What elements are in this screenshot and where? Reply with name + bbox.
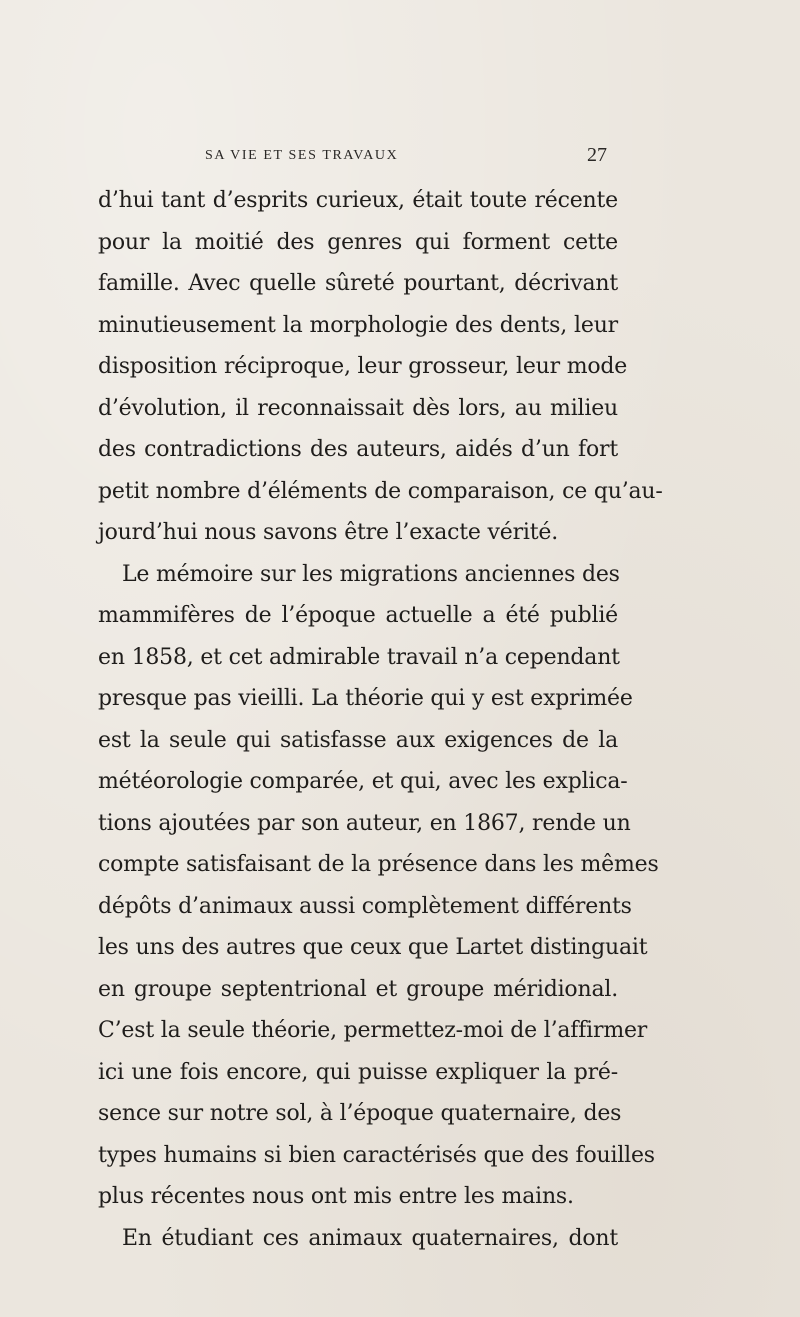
running-head: SA VIE ET SES TRAVAUX [205,148,399,163]
text-line: est la seule qui satisfasse aux exigences de la [98,727,618,753]
text-line: tions ajoutées par son auteur, en 1867, rende un [98,810,631,836]
page-number: 27 [587,144,607,166]
text-line: dépôts d’animaux aussi complètement différents [98,893,632,919]
text-line: jourd’hui nous savons être l’exacte vérité. [98,520,558,545]
text-line: météorologie comparée, et qui, avec les explica- [98,769,628,794]
text-line: famille. Avec quelle sûreté pourtant, décrivant [98,271,618,296]
text-line: En étudiant ces animaux quaternaires, dont [122,1225,618,1251]
text-line: Le mémoire sur les migrations anciennes des [122,561,620,587]
text-line: petit nombre d’éléments de comparaison, ce qu’au- [98,478,663,504]
text-line: presque pas vieilli. La théorie qui y est exprimée [98,686,633,711]
text-line: d’évolution, il reconnaissait dès lors, au milieu [98,395,618,421]
text-line: mammifères de l’époque actuelle a été publié [98,603,618,628]
text-line: d’hui tant d’esprits curieux, était toute récente [98,188,618,213]
text-line: types humains si bien caractérisés que des fouilles [98,1142,655,1168]
text-line: plus récentes nous ont mis entre les mains. [98,1184,574,1209]
text-line: ici une fois encore, qui puisse expliquer la pré- [98,1059,618,1085]
text-line: en groupe septentrional et groupe méridional. [98,976,618,1002]
text-line: sence sur notre sol, à l’époque quaternaire, des [98,1101,622,1126]
text-line: les uns des autres que ceux que Lartet distinguait [98,935,648,960]
body-text [98,180,663,1259]
text-line: pour la moitié des genres qui forment cette [98,229,618,255]
text-line: minutieusement la morphologie des dents, leur [98,312,618,338]
text-line: des contradictions des auteurs, aidés d’un fort [98,437,618,462]
text-line: disposition réciproque, leur grosseur, leur mode [98,354,628,379]
text-line: en 1858, et cet admirable travail n’a cependant [98,644,620,670]
text-line: C’est la seule théorie, permettez-moi de l’affirmer [98,1018,648,1043]
text-line: compte satisfaisant de la présence dans les mêmes [98,852,659,877]
